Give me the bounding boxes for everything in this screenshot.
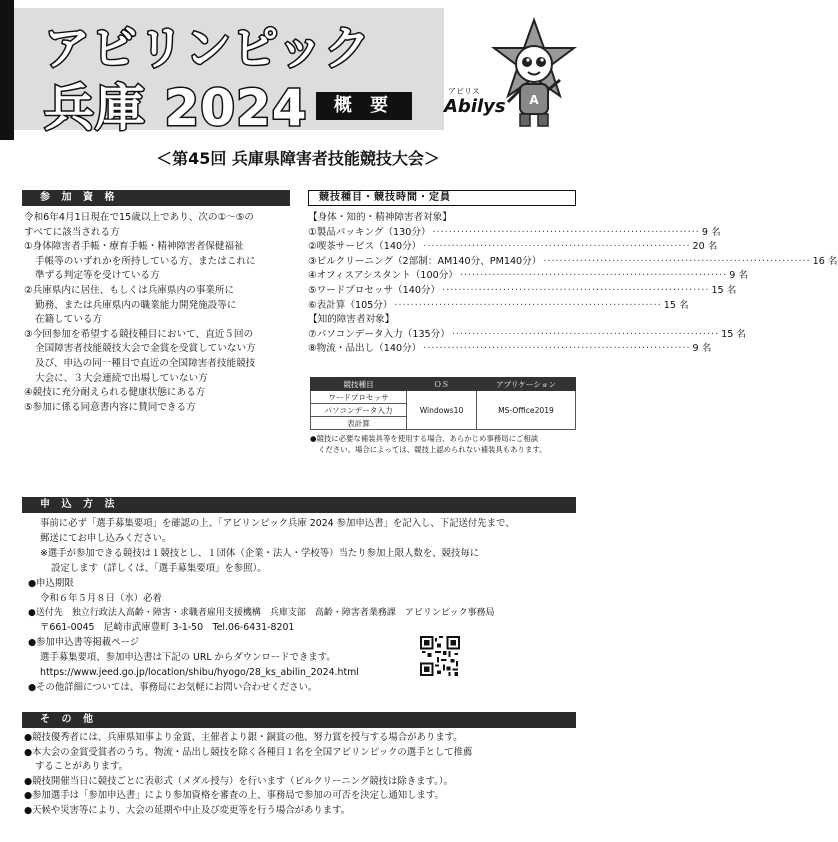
competition-row [308,226,721,241]
eligibility-line: 及び、申込の同一種目で直近の全国障害者技能競技 [35,357,256,369]
table-cell-event: ワードプロセッサ [311,391,407,404]
download-link[interactable]: https://www.jeed.go.jp/location/shibu/hyogo/28_ks_abilin_2024.html [40,667,359,679]
note-line: ●競技に必要な補装具等を使用する場合、あらかじめ事務局にご相談 [310,434,539,443]
application-line: ●その他詳細については、事務局にお気軽にお問い合わせください。 [28,681,318,693]
application-line: ※選手が参加できる競技は１競技とし、１団体（企業・法人・学校等）当たり参加上限人数を、競技毎に [40,547,480,559]
eligibility-line: ③今回参加を希望する競技種目において、直近５回の [24,328,254,340]
other-line: ●競技開催当日に競技ごとに表彰式（メダル授与）を行います（ビルクリーニング競技は除きます。）。 [24,775,453,787]
eligibility-line: ②兵庫県内に居住、もしくは兵庫県内の事業所に [24,284,235,296]
application-line: 選手募集要項、参加申込書は下記の URL からダウンロードできます。 [40,652,336,664]
other-line: ●参加選手は「参加申込書」により参加資格を審査の上、事務局で参加の可否を決定し通知します。 [24,790,444,802]
eligibility-line: 令和6年4月1日現在で15歳以上であり、次の①～⑤の [24,212,255,223]
equipment-note [310,433,547,455]
abilys-logo: Abilys [444,96,506,117]
leader-dots: ·································································· [442,284,710,296]
competition-capacity: 9 名 [701,226,721,238]
other-body [24,731,472,819]
competition-name: ⑦パソコンデータ入力（135分） [308,328,450,340]
eligibility-body [24,211,256,415]
competition-name: ⑧物流・品出し（140分） [308,343,422,355]
svg-text:A: A [529,93,539,107]
application-line: ●送付先 独立行政法人高齢・障害・求職者雇用支援機構 兵庫支部 高齢・障害者業務課 アビリンピック事務局 [28,608,495,619]
competition-group-heading: 【身体・知的・精神障害者対象】 [308,212,452,223]
table-header-event: 競技種目 [311,378,407,391]
application-line: ●参加申込書等掲載ページ [28,637,140,649]
competitions-list [308,211,838,357]
leader-dots: ·································································· [459,270,728,282]
competition-row [308,342,712,357]
table-cell-event: パソコンデータ入力 [311,404,407,417]
logo-kana: アビリス [448,87,480,96]
other-heading: そ の 他 [22,712,576,728]
competition-row [308,269,748,284]
table-cell-event: 表計算 [311,417,407,430]
competition-name: ④オフィスアシスタント（100分） [308,270,458,282]
competition-row [308,284,737,299]
other-line: することがあります。 [35,761,128,773]
eligibility-line: 勤務、または兵庫県内の職業能力開発施設等に [35,299,237,311]
competition-name: ②喫茶サービス（140分） [308,241,422,253]
other-line: ●天候や災害等により、大会の延期や中止及び変更等を行う場合があります。 [24,804,351,816]
header [0,0,596,140]
competition-name: ①製品パッキング（130分） [308,226,431,238]
header-stripe [0,0,14,140]
application-line: 事前に必ず「選手募集要項」を確認の上、「アビリンピック兵庫 2024 参加申込書」を記入し、下記送付先まで、 [40,518,515,529]
leader-dots: ·································································· [423,343,691,355]
competition-capacity: 15 名 [663,299,689,311]
subtitle: ＜第45回 兵庫県障害者技能競技大会＞ [156,149,440,168]
eligibility-line: ⑤参加に係る同意書内容に賛同できる方 [24,401,196,413]
eligibility-line: 全国障害者技能競技大会で金賞を受賞していない方 [35,343,256,355]
competition-capacity: 15 名 [711,284,737,296]
event-title-line1: アビリンピック [44,21,372,75]
leader-dots: ·································································· [423,241,691,253]
application-line: 設定します（詳しくは、「選手募集要項」を参照）。 [51,562,267,574]
table-cell-app: MS-Office2019 [477,391,576,430]
application-deadline: 令和６年５月８日（水）必着 [40,592,162,604]
competition-name: ③ビルクリーニング（2部制：AM140分、PM140分） [308,255,542,267]
competition-row [308,328,746,343]
application-address: 〒661-0045 尼崎市武庫豊町 3-1-50 Tel.06-6431-8201 [40,622,295,634]
eligibility-line: ④競技に充分耐えられる健康状態にある方 [24,387,206,399]
table-header-os: ＯＳ [407,378,477,391]
competition-group-heading: 【知的障害者対象】 [308,314,395,326]
table-row [311,391,576,404]
table-header-app: アプリケーション [477,378,576,391]
competition-row [308,240,718,255]
software-table-header [311,378,576,391]
eligibility-line: 在籍している方 [35,314,103,326]
competition-capacity: 15 名 [721,328,746,340]
eligibility-line: 準ずる判定等を受けている方 [35,270,160,282]
leader-dots: ·································································· [432,226,700,238]
competition-capacity: 9 名 [692,343,712,355]
competition-row [308,299,689,314]
competition-capacity: 9 名 [729,270,748,282]
leader-dots: ·································································· [394,299,662,311]
leader-dots: ·································································· [451,328,720,340]
competition-row [308,255,838,270]
table-cell-os: Windows10 [407,391,477,430]
other-line: ●競技優秀者には、兵庫県知事より金賞、主催者より銀・銅賞の他、努力賞を授与する場合があります。 [24,732,463,743]
overview-label: 概 要 [316,92,412,120]
competition-name: ⑥表計算（105分） [308,299,393,311]
application-line: 郵送にてお申し込みください。 [40,532,172,544]
event-title-line2: 兵庫 2024 [44,79,308,137]
eligibility-heading: 参 加 資 格 [22,190,290,206]
note-line: ください。場合によっては、競技上認められない補装具もあります。 [318,445,547,454]
other-line: ●本大会の金賞受賞者のうち、物流・品出し競技を除く各種目１名を全国アビリンピックの選手として推薦 [24,746,473,758]
qr-code-icon[interactable] [420,636,460,676]
competition-capacity: 16 名 [812,255,838,267]
eligibility-line: すべてに該当される方 [24,226,120,238]
competition-capacity: 20 名 [692,241,718,253]
eligibility-line: 大会に、３大会連続で出場していない方 [35,372,208,384]
eligibility-line: ①身体障害者手帳・療育手帳・精神障害者保健福祉 [24,241,244,253]
competitions-heading: 競技種目・競技時間・定員 [308,190,576,206]
application-heading: 申 込 方 法 [22,497,576,513]
eligibility-line: 手帳等のいずれかを所持している方、またはこれに [35,255,256,267]
leader-dots: ·································································· [543,255,811,267]
application-line: ●申込期限 [28,577,74,589]
software-table [310,377,576,430]
mascot-icon [488,18,580,130]
competition-name: ⑤ワードプロセッサ（140分） [308,284,441,296]
